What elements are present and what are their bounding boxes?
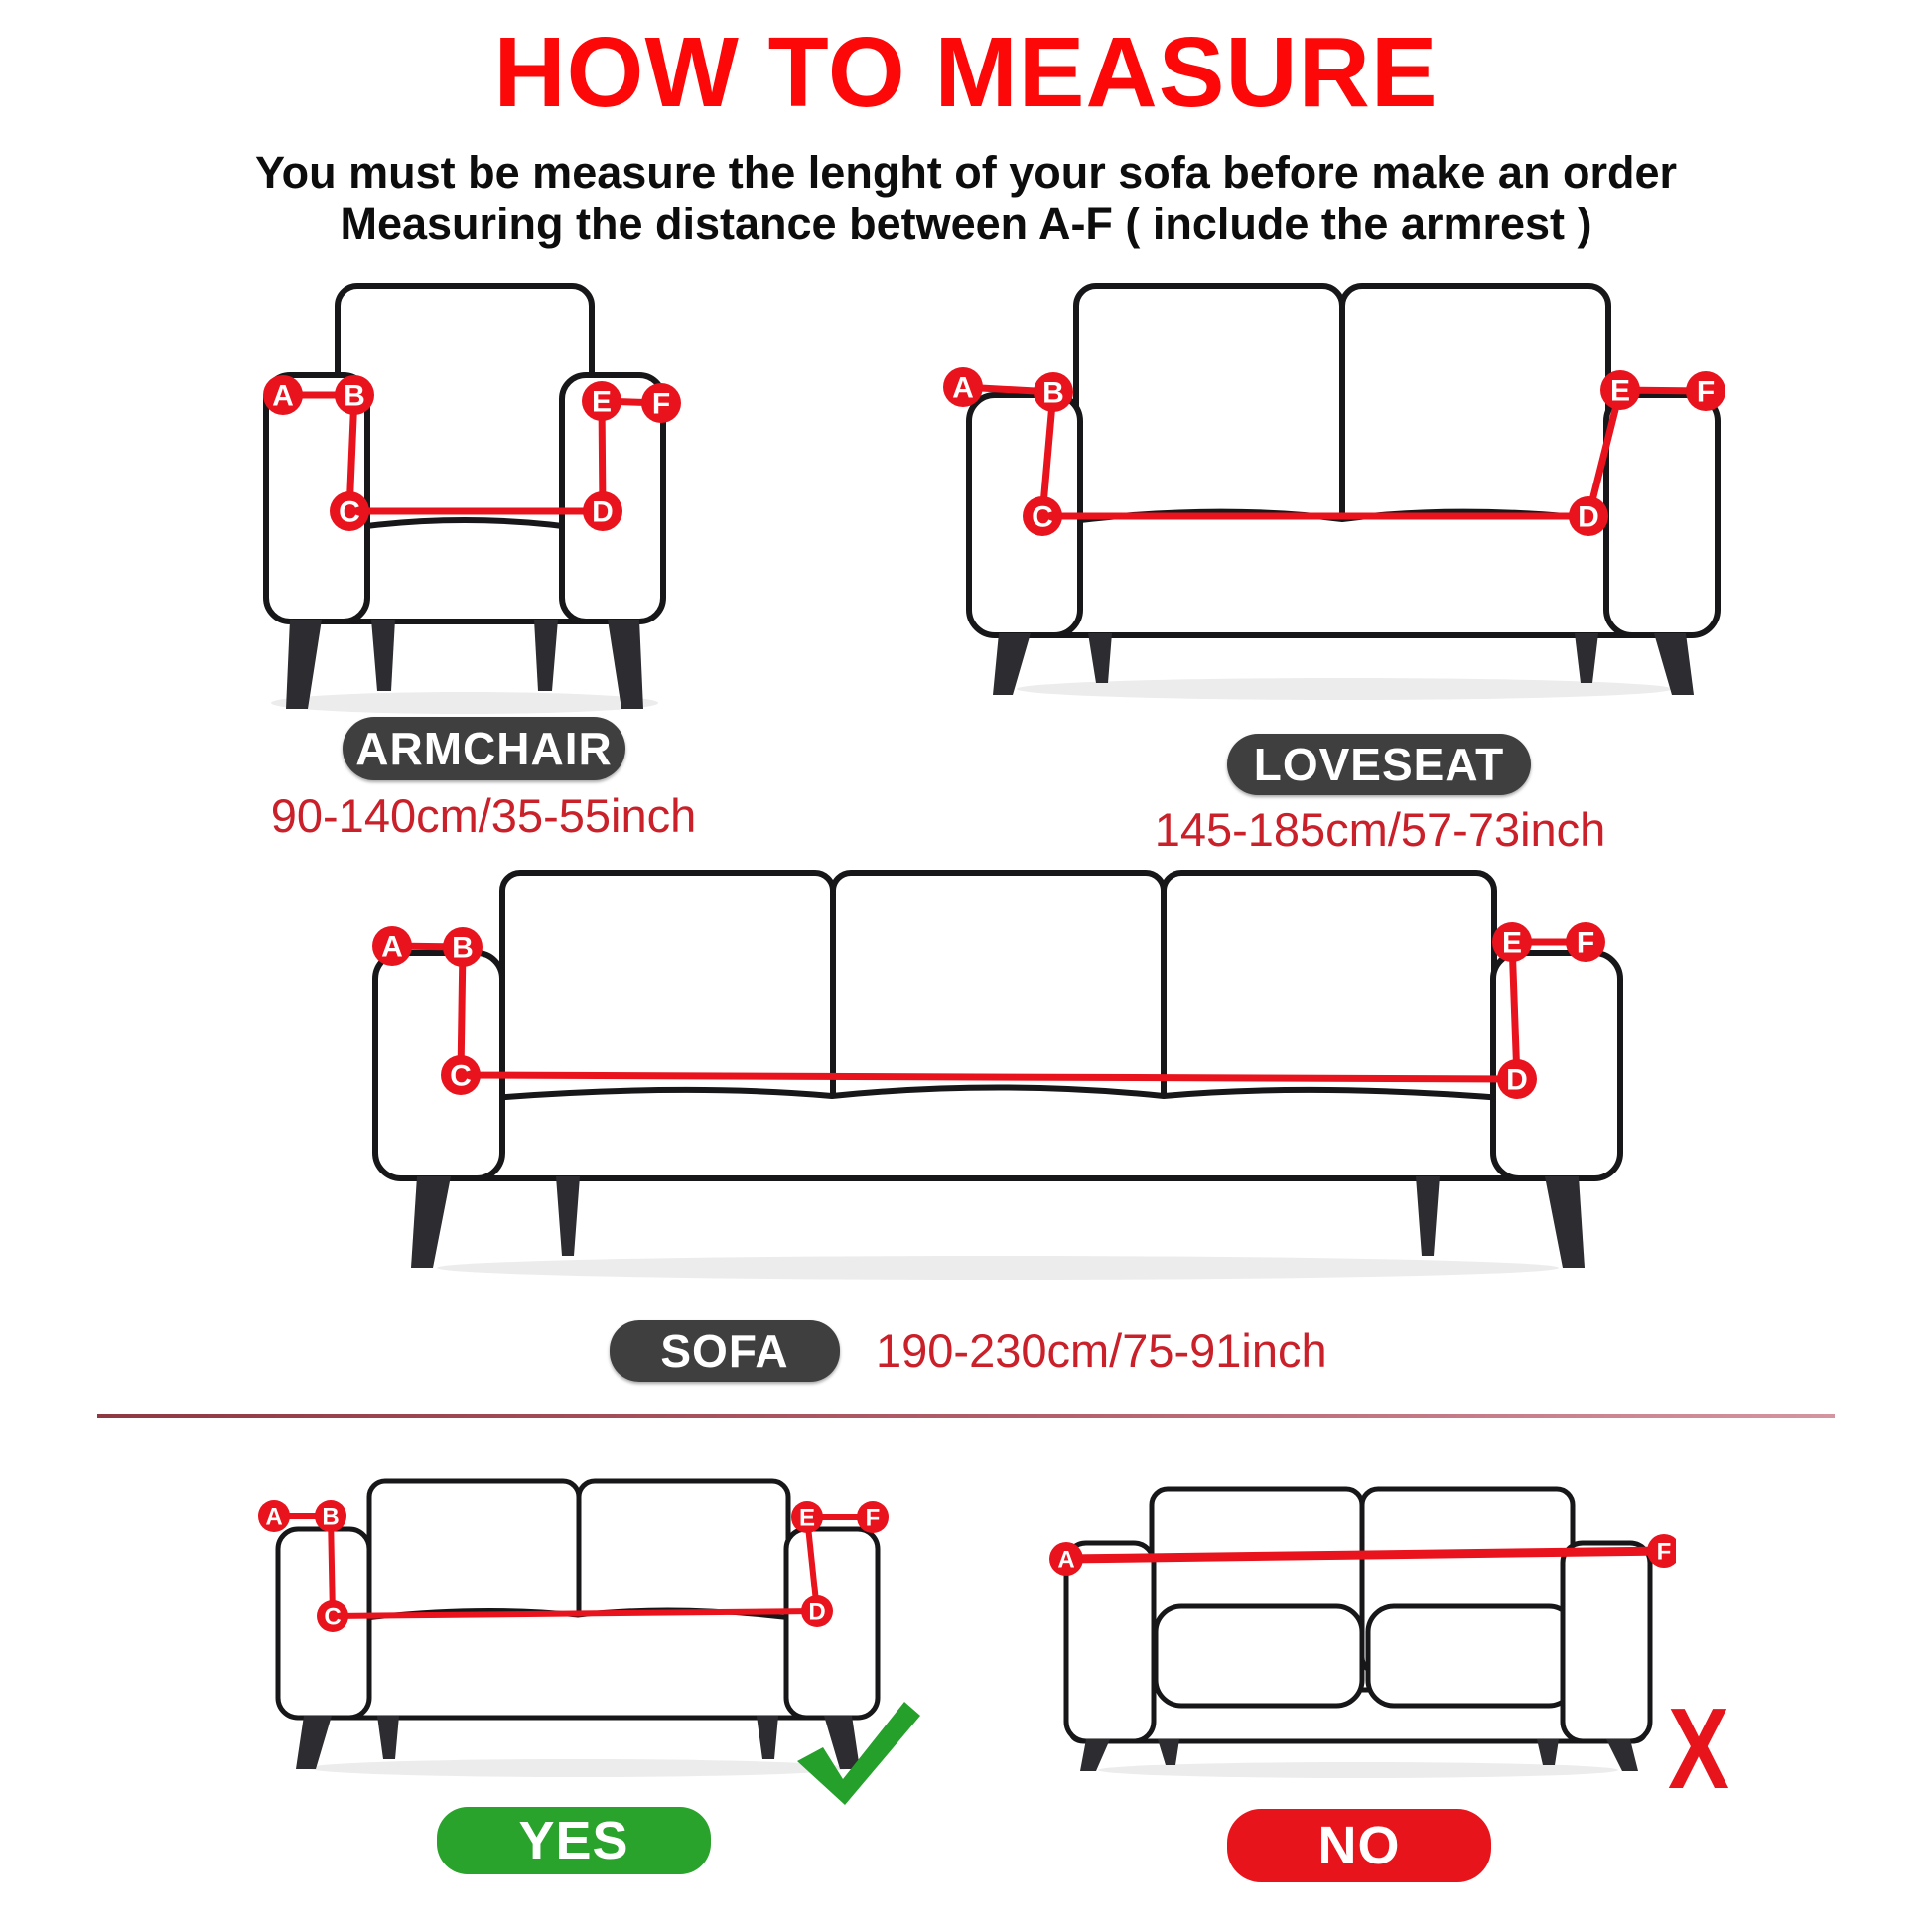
leg [757,1716,778,1759]
armchair-label-pill [343,717,625,780]
sofa-label-pill [610,1320,840,1382]
marker-a [372,926,412,966]
marker-b-letter: B [344,379,365,413]
marker-f-letter: F [865,1504,881,1532]
subtitle-line-1: You must be measure the lenght of your sofa before make an order [255,147,1677,198]
marker-e-letter: E [591,385,613,419]
arm-left [375,953,502,1178]
leg [1575,633,1598,683]
leg [608,620,643,709]
marker-b [315,1500,346,1532]
marker-d-letter: D [1578,500,1599,534]
armchair-illustration [226,276,703,718]
marker-d [583,491,622,531]
floor-shadow [1098,1762,1618,1778]
floor-shadow [308,1759,848,1777]
checkmark-icon [789,1700,923,1807]
arm-left [1066,1543,1154,1741]
marker-b-letter: B [322,1503,340,1531]
marker-f [1686,371,1725,411]
leg [1537,1739,1559,1765]
marker-b-letter: B [1042,376,1064,410]
marker-a-letter: A [265,1503,283,1531]
marker-c-letter: C [324,1603,342,1631]
leg [1158,1739,1179,1765]
sofa-line-art [375,873,1620,1268]
marker-c-letter: C [450,1059,472,1093]
leg [296,1716,332,1769]
leg [556,1176,580,1256]
sofa-label: SOFA [660,1325,789,1377]
marker-e-letter: E [1609,374,1631,408]
leg [1654,633,1694,695]
marker-f-letter: F [1696,375,1716,409]
incorrect-measure-illustration [1040,1481,1676,1779]
arm-right [1606,395,1718,635]
marker-b [443,927,483,967]
marker-e [791,1501,823,1533]
leg [371,620,395,691]
no-label-pill [1227,1809,1491,1882]
floor-shadow [437,1256,1559,1280]
x-mark-icon: X [1668,1684,1729,1813]
seat-base [349,1610,806,1718]
marker-d [1497,1059,1537,1099]
seat-base [338,520,592,621]
yes-label-pill [437,1807,711,1874]
loveseat-label: LOVESEAT [1253,739,1505,790]
loveseat-size-text: 145-185cm/57-73inch [1154,803,1606,856]
loveseat-label-pill [1227,734,1531,795]
leg [377,1716,399,1759]
loveseat-line-art [969,286,1718,695]
armchair-size-text: 90-140cm/35-55inch [270,789,697,842]
marker-d [1569,496,1608,536]
marker-a [263,375,303,415]
marker-e [582,381,621,421]
marker-f [1566,922,1605,962]
sofa-size-text: 190-230cm/75-91inch [876,1324,1327,1377]
page-title: HOW TO MEASURE [493,17,1439,128]
loveseat-line-art [278,1481,878,1769]
marker-a [943,367,983,407]
marker-a-letter: A [952,371,974,405]
marker-c [441,1055,481,1095]
floor-shadow [1017,678,1672,700]
marker-a [1049,1542,1083,1576]
leg [1606,1739,1638,1771]
marker-a-letter: A [1057,1546,1075,1574]
marker-d-letter: D [808,1598,826,1626]
seat-base [1048,512,1636,635]
marker-f [641,383,681,423]
arm-right [786,1529,878,1718]
marker-a-letter: A [272,379,294,413]
leg [1545,1176,1585,1268]
marker-c [1023,496,1062,536]
marker-e [1600,370,1640,410]
leg [1088,633,1112,683]
marker-f-letter: F [1656,1538,1672,1566]
marker-d-letter: D [1506,1063,1528,1097]
no-label: NO [1317,1816,1401,1875]
sofa-illustration [318,859,1678,1281]
section-divider [97,1414,1835,1418]
back-cushion [338,286,592,544]
leg [411,1176,451,1268]
subtitle-line-2: Measuring the distance between A-F ( include the armrest ) [340,199,1592,249]
marker-b-letter: B [452,931,474,965]
loveseat-line-art [1066,1489,1650,1771]
marker-c-letter: C [339,495,360,529]
marker-e [1492,922,1532,962]
leg [534,620,558,691]
floor-shadow [271,692,658,714]
marker-a [258,1500,290,1532]
leg [1080,1739,1110,1771]
loveseat-illustration [941,274,1747,703]
marker-c [330,491,369,531]
marker-c-letter: C [1032,500,1053,534]
armchair-label: ARMCHAIR [355,723,613,774]
marker-d [801,1595,833,1627]
marker-d-letter: D [592,495,614,529]
seat-cushion [1368,1606,1575,1706]
leg [286,620,322,709]
marker-c [317,1600,348,1632]
marker-f [857,1501,889,1533]
marker-e-letter: E [1501,926,1523,960]
seat-base [435,1088,1561,1179]
leg [1416,1176,1440,1256]
marker-b [335,375,374,415]
marker-f-letter: F [651,387,671,421]
marker-b [1034,372,1073,412]
marker-e-letter: E [798,1504,816,1532]
leg [993,633,1031,695]
yes-label: YES [518,1811,629,1870]
marker-f-letter: F [1576,926,1595,960]
seat-cushion [1156,1606,1362,1706]
marker-a-letter: A [381,930,403,964]
arm-right [1563,1543,1650,1741]
